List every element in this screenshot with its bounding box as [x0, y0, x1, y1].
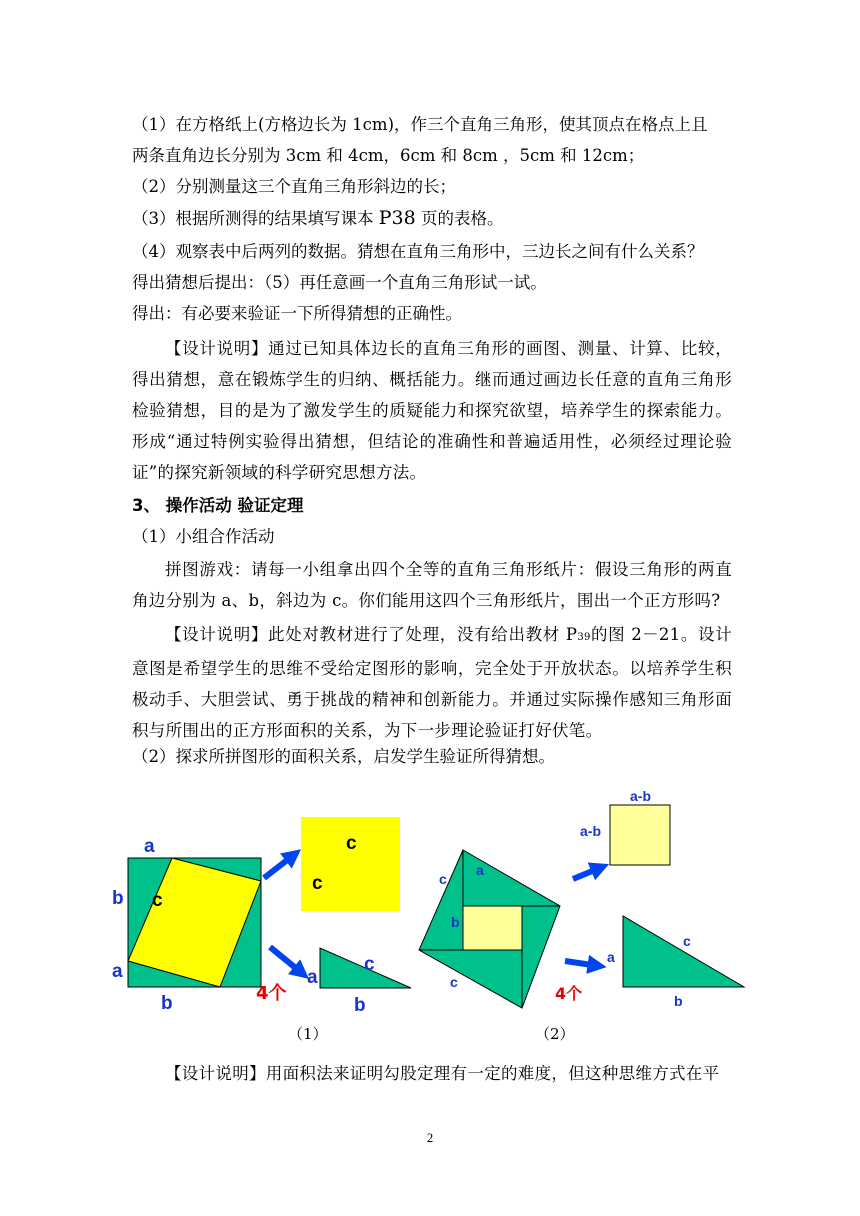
fig2-tri-label-c: c [683, 933, 691, 949]
design-note-2-head: 【设计说明】此处对教材进行了处理，没有给出教材 P [165, 625, 578, 644]
fig1-count: 4个 [256, 983, 287, 1004]
fig1-label-a-left: a [112, 961, 123, 982]
fig1-tri-label-b: b [354, 995, 366, 1016]
fig2-caption: （2） [535, 1025, 575, 1043]
step-4: （4）观察表中后两列的数据。猜想在直角三角形中，三边长之间有什么关系？ [132, 242, 704, 261]
fig2-ab-square [610, 805, 670, 865]
design-note-3: 【设计说明】用面积法来证明勾股定理有一定的难度，但这种思维方式在平 [165, 1064, 720, 1083]
fig2-square-label-top: a-b [630, 788, 651, 804]
step-3-tail: 页的表格。 [415, 209, 504, 228]
fig1-caption: （1） [288, 1025, 328, 1043]
conclusion: 得出：有必要来验证一下所得猜想的正确性。 [132, 304, 462, 323]
fig1-label-a-top: a [144, 836, 155, 857]
fig2-arrow-right-icon [565, 961, 599, 966]
step-5: 得出猜想后提出：（5）再任意画一个直角三角形试一试。 [132, 273, 547, 292]
section-heading-3: 3、 操作活动 验证定理 [132, 496, 304, 515]
fig2-label-b: b [451, 914, 460, 930]
step-1-line-1: （1）在方格纸上(方格边长为 1cm)，作三个直角三角形，使其顶点在格点上且 [132, 115, 708, 134]
fig1-arrow-down-icon [270, 947, 303, 974]
design-note-1: 【设计说明】通过已知具体边长的直角三角形的画图、测量、计算、比较，得出猜想，意在锻炼学生的归纳、概括能力。继而通过画边长任意的直角三角形检验猜想，目的是为了激发学生的质疑能力和探究欲望，培养学生的探索能力。形成“通过特例实验得出猜想，但结论的准确性和普遍适用性，必须经过理论验证”的探究新领域的科学研究思想方法。 [132, 339, 732, 482]
page-number: 2 [426, 1130, 434, 1145]
fig2-label-c-bottom: c [450, 974, 458, 990]
fig2-square-label-left: a-b [580, 823, 601, 839]
fig1-square-label-c2: c [312, 873, 323, 894]
puzzle-game-paragraph: 拼图游戏：请每一小组拿出四个全等的直角三角形纸片：假设三角形的两直角边分别为 a、b，斜边为 c。你们能用这四个三角形纸片，围出一个正方形吗? [132, 560, 732, 610]
fig1-tri-label-a: a [307, 967, 318, 988]
step-2: （2）分别测量这三个直角三角形斜边的长； [132, 177, 456, 196]
design-note-2 [132, 619, 732, 746]
fig1-tri-label-c: c [364, 954, 375, 975]
fig1-c-square [301, 817, 400, 911]
fig2-tri-label-b: b [674, 993, 683, 1009]
figure-2 [419, 788, 744, 1043]
design-note-2-body: 的图 2－21。设计意图是希望学生的思维不受给定图形的影响，完全处于开放状态。以培养学生积极动手、大胆尝试、勇于挑战的精神和创新能力。并通过实际操作感知三角形面积与所围出的正方形面积的关系，为下一步理论验证打好伏笔。 [132, 625, 732, 740]
fig2-arrow-up-icon [573, 867, 602, 879]
fig2-triangle [623, 916, 744, 987]
fig1-label-c-inner: c [152, 890, 163, 911]
page-ref-p38: P38 [378, 207, 416, 229]
fig1-label-b-left: b [112, 888, 124, 909]
step-3-text: （3）根据所测得的结果填写课本 [132, 209, 379, 228]
step-3 [132, 207, 503, 230]
fig2-label-a: a [476, 862, 484, 878]
fig1-square-label-c1: c [346, 833, 357, 854]
page-ref-39: 39 [577, 632, 591, 643]
figures [0, 780, 860, 1080]
fig2-inner-square [463, 906, 522, 950]
fig2-label-c-left: c [439, 871, 447, 887]
fig2-tri-label-a: a [607, 949, 615, 965]
fig1-label-b-bottom: b [161, 993, 173, 1014]
fig2-count: 4个 [555, 984, 583, 1003]
figure-1 [112, 817, 411, 1043]
subsection-2: （2）探求所拼图形的面积关系，启发学生验证所得猜想。 [132, 747, 555, 766]
step-1-line-2: 两条直角边长分别为 3cm 和 4cm，6cm 和 8cm ，5cm 和 12cm； [132, 146, 645, 165]
subsection-1: （1）小组合作活动 [132, 527, 275, 546]
fig1-arrow-up-icon [264, 854, 295, 878]
